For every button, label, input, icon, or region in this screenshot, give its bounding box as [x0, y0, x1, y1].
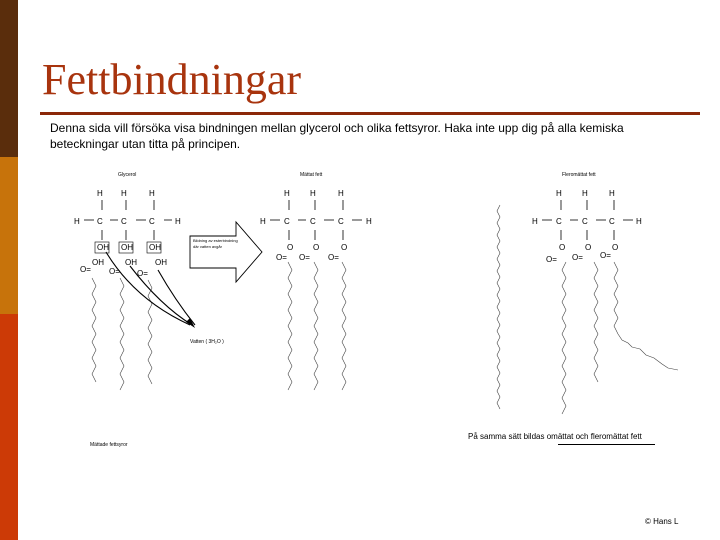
fatty-acid-chains-left	[92, 278, 152, 390]
poly-co-1: O=	[546, 255, 557, 264]
glycerol-h-left: H	[74, 217, 80, 226]
poly-h-right: H	[636, 217, 642, 226]
sat-co-2: O=	[299, 253, 310, 262]
poly-o-2: O	[585, 243, 592, 252]
sat-co-1: O=	[276, 253, 287, 262]
saturated-acids-label: Mättade fettsyror	[90, 442, 128, 448]
acid-co-3: O=	[137, 269, 148, 278]
poly-h-left: H	[532, 217, 538, 226]
sat-h-left: H	[260, 217, 266, 226]
sat-o-3: O	[341, 243, 348, 252]
poly-h-3: H	[609, 189, 615, 198]
sat-h-right: H	[366, 217, 372, 226]
glycerol-h-1: H	[97, 189, 103, 198]
sat-c-2: C	[310, 217, 316, 226]
glycerol-c-1: C	[97, 217, 103, 226]
water-label: Vatten ( 3H₂O )	[190, 339, 224, 345]
sat-c-1: C	[284, 217, 290, 226]
acid-oh-1: OH	[92, 258, 104, 267]
glycerol-oh-2: OH	[121, 243, 133, 252]
poly-o-1: O	[559, 243, 566, 252]
poly-co-2: O=	[572, 253, 583, 262]
intro-text: Denna sida vill försöka visa bindningen mellan glycerol och olika fettsyror. Haka inte upp dig på alla kemiska beteckningar utan titta på principen.	[50, 121, 624, 151]
footer-note: På samma sätt bildas omättat och fleromättat fett	[468, 432, 642, 441]
poly-c-3: C	[609, 217, 615, 226]
saturated-fat-label: Mättat fett	[300, 172, 323, 178]
glycerol-h-3: H	[149, 189, 155, 198]
poly-h-2: H	[582, 189, 588, 198]
saturated-chains	[288, 262, 346, 390]
sat-o-2: O	[313, 243, 320, 252]
acid-oh-2: OH	[125, 258, 137, 267]
sat-o-1: O	[287, 243, 294, 252]
glycerol-c-3: C	[149, 217, 155, 226]
glycerol-oh-3: OH	[149, 243, 161, 252]
poly-co-3: O=	[600, 251, 611, 260]
sat-h-3: H	[338, 189, 344, 198]
glycerol-h-right: H	[175, 217, 181, 226]
poly-o-3: O	[612, 243, 619, 252]
polyunsaturated-chains	[497, 205, 678, 414]
slide-title: Fettbindningar	[42, 55, 302, 104]
polyunsaturated-fat-label: Fleromättat fett	[562, 172, 596, 178]
acid-co-2: O=	[109, 267, 120, 276]
water-arrows	[106, 252, 195, 325]
footer-underline	[558, 444, 655, 445]
ester-label: Bildning av esterbindning där vatten avgår	[193, 238, 238, 249]
sat-c-3: C	[338, 217, 344, 226]
glycerol-label: Glycerol	[118, 172, 137, 178]
glycerol-oh-1: OH	[97, 243, 109, 252]
poly-c-2: C	[582, 217, 588, 226]
sat-h-2: H	[310, 189, 316, 198]
poly-h-1: H	[556, 189, 562, 198]
sat-co-3: O=	[328, 253, 339, 262]
poly-c-1: C	[556, 217, 562, 226]
glycerol-c-2: C	[121, 217, 127, 226]
copyright: © Hans L	[645, 517, 679, 526]
acid-co-1: O=	[80, 265, 91, 274]
acid-oh-3: OH	[155, 258, 167, 267]
ester-label-box	[193, 238, 241, 264]
sat-h-1: H	[284, 189, 290, 198]
glycerol-h-2: H	[121, 189, 127, 198]
